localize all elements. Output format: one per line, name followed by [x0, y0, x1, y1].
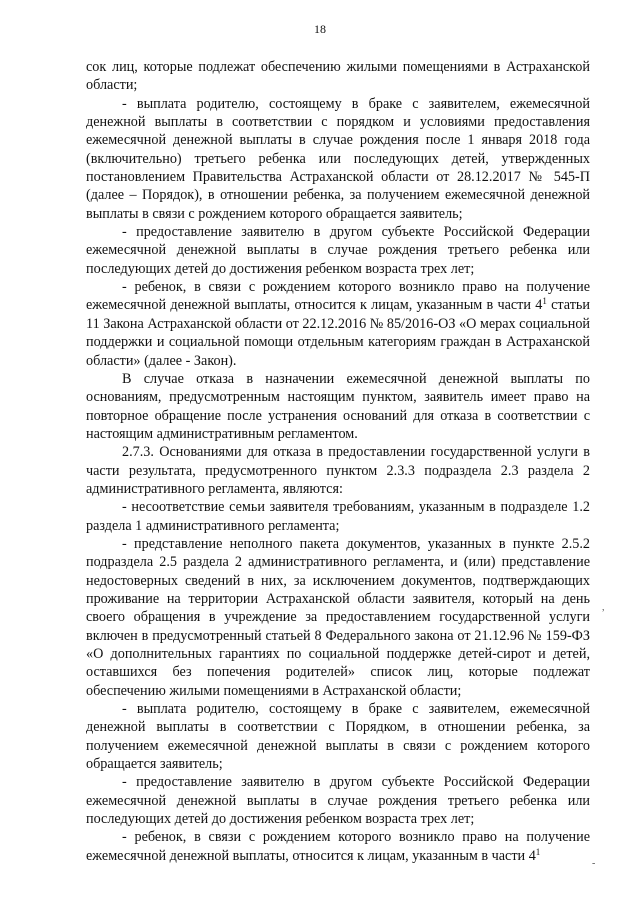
- paragraph: [86, 535, 590, 700]
- paragraph: [86, 58, 590, 95]
- paragraph: [86, 773, 590, 828]
- paragraph-text: В случае отказа в назначении ежемесячной денежной выплаты по основаниям, предусмотренным настоящим пунктом, заявитель имеет право на повторное обращение после устранения оснований для отказа в соответствии с настоящим административным регламентом.: [86, 370, 590, 442]
- superscript: 1: [542, 296, 547, 307]
- scan-mark: -: [592, 858, 596, 869]
- paragraph: [86, 223, 590, 278]
- paragraph-text: - ребенок, в связи с рождением которого возникло право на получение ежемесячной денежной выплаты, относится к лицам, указанным в части 4: [86, 279, 590, 314]
- paragraph: [86, 828, 590, 865]
- scan-mark: ,: [602, 602, 605, 613]
- paragraph-text: - выплата родителю, состоящему в браке с заявителем, ежемесячной денежной выплаты в соответствии с порядком и условиями предоставления ежемесячной денежной выплаты в случае рождения после 1 января 2018 года (включительно) третьего ребенка или последующих детей, утвержденных постановлением Правительства Астраханской области от 28.12.2017 № 545-П (далее – Порядок), в отношении ребенка, за получением ежемесячной денежной выплаты в связи с рождением которого обращается заявитель;: [86, 95, 590, 222]
- paragraph-text-continued: статьи 11 Закона Астраханской области от 22.12.2016 № 85/2016-ОЗ «О мерах социальной поддержки и социальной помощи отдельным категориям граждан в Астраханской области» (далее - Закон).: [86, 297, 591, 369]
- paragraph-text: - несоответствие семьи заявителя требованиям, указанным в подразделе 1.2 раздела 1 административного регламента;: [86, 499, 590, 534]
- paragraph-text: - выплата родителю, состоящему в браке с заявителем, ежемесячной денежной выплаты в соответствии с Порядком, в отношении ребенка, за получением ежемесячной денежной выплаты в связи с рождением которого обращается заявитель;: [86, 701, 590, 773]
- paragraph: [86, 370, 590, 443]
- paragraph: [86, 700, 590, 773]
- paragraph-text: - предоставление заявителю в другом субъекте Российской Федерации ежемесячной денежной выплаты в случае рождения третьего ребенка или последующих детей до достижения ребенком возраста трех лет;: [86, 774, 590, 828]
- paragraph-text: сок лиц, которые подлежат обеспечению жилыми помещениями в Астраханской области;: [86, 59, 590, 94]
- paragraph-text: - ребенок, в связи с рождением которого возникло право на получение ежемесячной денежной выплаты, относится к лицам, указанным в части 4: [86, 829, 590, 864]
- paragraph: [86, 278, 590, 370]
- paragraph-text: - предоставление заявителю в другом субъекте Российской Федерации ежемесячной денежной выплаты в случае рождения третьего ребенка или последующих детей до достижения ребенком возраста трех лет;: [86, 224, 590, 277]
- document-body: [86, 58, 590, 865]
- page-number: 18: [314, 22, 326, 36]
- paragraph-text: 2.7.3. Основаниями для отказа в предоставлении государственной услуги в части результата, предусмотренного пунктом 2.3.3 подраздела 2.3 раздела 2 административного регламента, являются:: [86, 444, 590, 497]
- paragraph: [86, 443, 590, 498]
- paragraph: [86, 95, 590, 223]
- paragraph: [86, 498, 590, 535]
- paragraph-text: - представление неполного пакета документов, указанных в пункте 2.5.2 подраздела 2.5 раздела 2 административного регламента, и (или) представление недостоверных сведений в них, за исключением документов, подтверждающих проживание на территории Астраханской области заявителя, который на день своего обращения в учреждение за предоставлением государственной услуги включен в предусмотренный статьей 8 Федерального закона от 21.12.96 № 159-ФЗ «О дополнительных гарантиях по социальной поддержке детей-сирот и детей, оставшихся без попечения родителей» список лиц, которые подлежат обеспечению жилыми помещениями в Астраханской области;: [86, 535, 590, 699]
- superscript: 1: [535, 846, 541, 857]
